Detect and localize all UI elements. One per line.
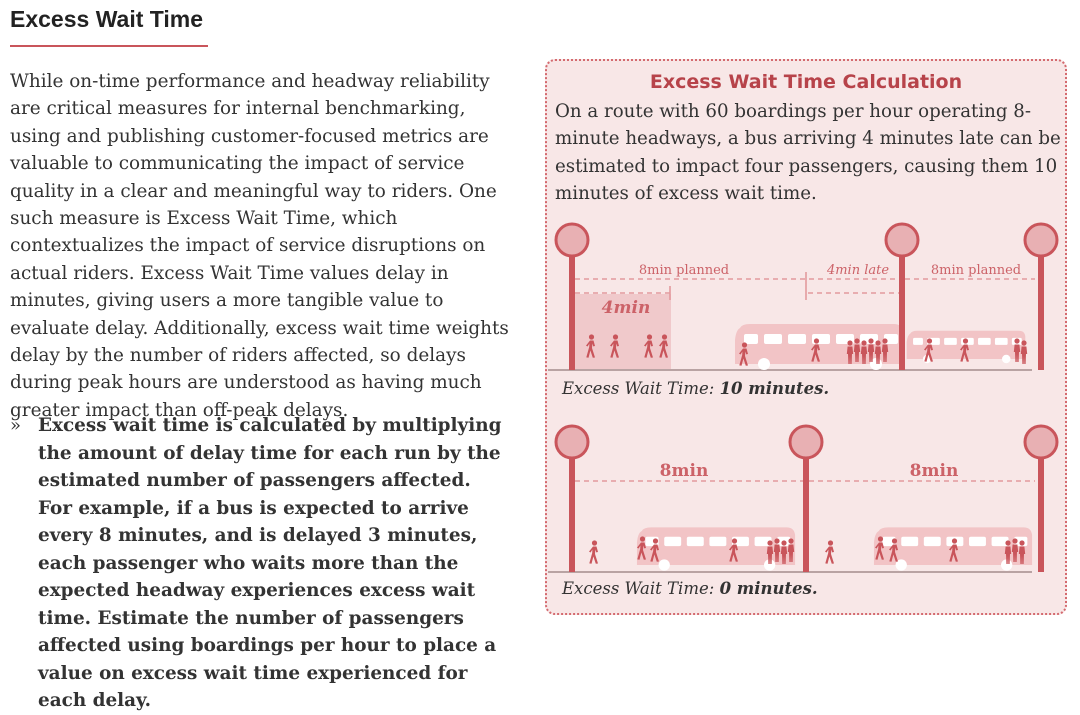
planned-label-1: 8min planned	[638, 263, 730, 278]
caption-prefix: Excess Wait Time:	[562, 579, 720, 598]
walker-icon	[825, 540, 834, 563]
title-underline	[10, 45, 208, 47]
bus-stop-icon	[886, 224, 918, 256]
walker-icon	[589, 540, 598, 563]
stander-icon	[1021, 340, 1027, 364]
panel-description: On a route with 60 boardings per hour operating 8-minute headways, a bus arriving 4 minutes late can be estimated to impact four passengers, causing them 10 minutes of excess wait time.	[555, 101, 1061, 205]
bus-stop-icon	[1025, 224, 1057, 256]
bottom-diagram	[548, 426, 1057, 572]
bus-stop-icon	[556, 426, 588, 458]
bus-stop-icon	[556, 224, 588, 256]
caption-value: 10 minutes.	[719, 379, 830, 398]
top-diagram	[548, 224, 1057, 370]
bus-stop-icon	[1025, 426, 1057, 458]
panel-title: Excess Wait Time Calculation	[649, 71, 963, 93]
bullet-text: Excess wait time is calculated by multiplying the amount of delay time for each run by the estimated number of passengers affected. For example, if a bus is expected to arrive every 8 minutes, and is delayed 3 minutes, each passenger who waits more than the expected headway experiences excess wait time. Estimate the number of passengers affected using boardings per hour to place a value on excess wait time experienced for each delay.	[38, 415, 502, 711]
caption-prefix: Excess Wait Time:	[562, 379, 720, 398]
top-caption	[562, 379, 829, 398]
bus-stop-icon	[790, 426, 822, 458]
headway-label-2: 8min	[909, 461, 959, 481]
planned-label-2: 8min planned	[930, 263, 1022, 278]
body-paragraph: While on-time performance and headway reliability are critical measures for internal benchmarking, using and publishing customer-focused metrics are valuable to communicating the impact of service quality in a clear and meaningful way to riders. One such measure is Excess Wait Time, which contextualizes the impact of service disruptions on actual riders. Excess Wait Time values delay in minutes, giving users a more tangible value to evaluate delay. Additionally, excess wait time weights delay by the number of riders affected, so delays during peak hours are understood as having much greater impact than off-peak delays.	[10, 71, 509, 421]
late-label: 4min late	[826, 263, 890, 278]
headway-label-1: 8min	[659, 461, 709, 481]
caption-value: 0 minutes.	[719, 579, 818, 598]
headway-diagram	[548, 220, 1062, 590]
excess-label: 4min	[601, 298, 651, 318]
bottom-caption	[562, 579, 818, 598]
headway-lines	[575, 279, 1035, 293]
bullet-item	[10, 412, 520, 715]
bullet-marker: »	[10, 415, 22, 436]
page-title: Excess Wait Time	[10, 6, 204, 32]
